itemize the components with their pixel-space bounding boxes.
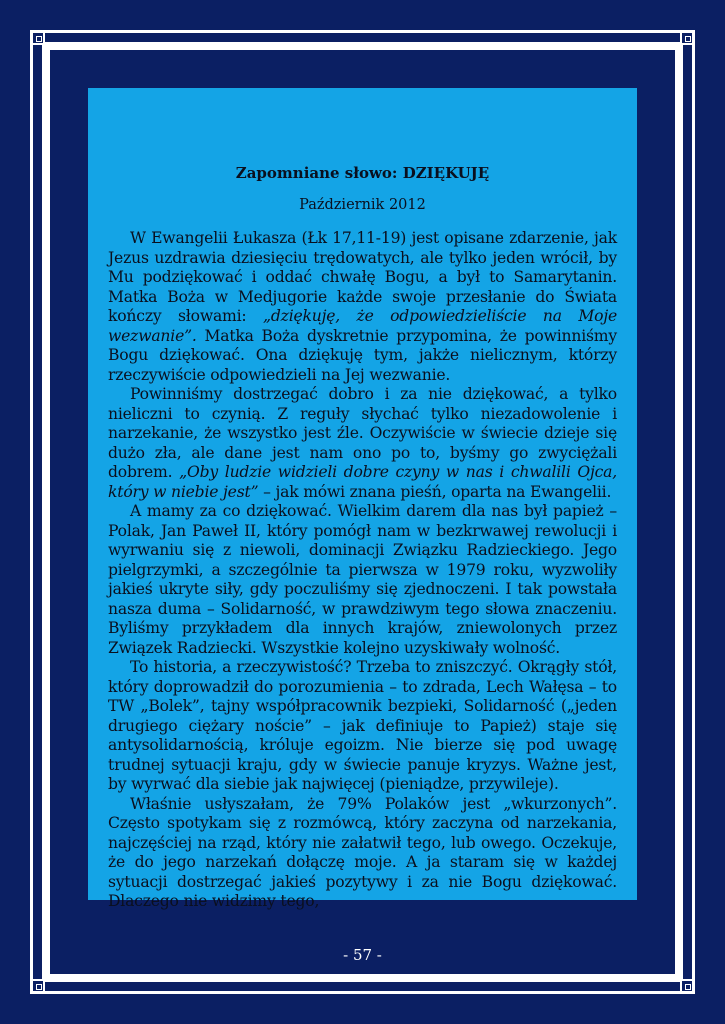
article-paragraph	[108, 658, 617, 795]
article-panel	[88, 88, 637, 910]
article-paragraph	[108, 795, 617, 912]
article-title: Zapomniane słowo: DZIĘKUJĘ	[235, 164, 490, 182]
text-run: Właśnie usłyszałam, że 79% Polaków jest „wkurzonych”. Często spotykam się z rozmówcą, który zaczyna od narzekania, najczęściej na rząd, który nie załatwił tego, lub owego. Oczekuje, że do jego narzekań dołączę moje. A ja staram się w każdej sytuacji dostrzegać jakieś pozytywy i za nie Bogu dziękować. Dlaczego nie widzimy tego,	[108, 794, 617, 910]
italic-quote: „Oby ludzie widzieli dobre czyny w nas i chwalili Ojca, który w niebie jest”	[108, 463, 618, 501]
text-run: Matka Boża dyskretnie przypomina, że powinniśmy Bogu dziękować. Ona dziękuję tym, jakże nielicznym, którzy rzeczywiście odpowiedzieli na Jej wezwanie.	[108, 326, 617, 384]
page-number: - 57 -	[343, 946, 382, 964]
text-run: W Ewangelii Łukasza (Łk 17,11-19) jest opisane zdarzenie, jak Jezus uzdrawia dziesięciu trędowatych, ale tylko jeden wrócił, by Mu podziękować i oddać chwałę Bogu, a był to Samarytanin. Matka Boża w Medjugorie każde swoje przesłanie do Świata kończy słowami:	[108, 229, 617, 325]
text-run: A mamy za co dziękować. Wielkim darem dla nas był papież – Polak, Jan Paweł II, który pomógł nam w bezkrwawej rewolucji i wyrwaniu się z niewoli, dominacji Związku Radzieckiego. Jego pielgrzymki, a szczególnie ta pierwsza w 1979 roku, wyzwoliły jakieś ukryte siły, gdy poczuliśmy się zjednoczeni. I tak powstała nasza duma – Solidarność, w prawdziwym tego słowa znaczeniu. Byliśmy przykładem dla innych krajów, zniewolonych przez Związek Radziecki. Wszystkie kolejno uzyskiwały wolność.	[108, 502, 617, 657]
italic-quote: „dziękuję, że odpowiedzieliście na Moje wezwanie”.	[108, 307, 617, 345]
text-run: To historia, a rzeczywistość? Trzeba to zniszczyć. Okrągły stół, który doprowadził do porozumienia – to zdrada, Lech Wałęsa – to TW „Bolek”, tajny współpracownik bezpieki, Solidarność („jeden drugiego ciężary noście” – jak definiuje to Papież) staje się antysolidarnością, króluje egoizm. Nie bierze się pod uwagę trudnej sytuacji kraju, gdy w świecie panuje kryzys. Ważne jest, by wyrwać dla siebie jak najwięcej (pieniądze, przywileje).	[108, 658, 617, 793]
article-paragraph	[108, 502, 617, 658]
article-body	[108, 229, 617, 912]
corner-ornament-icon	[680, 31, 694, 45]
article-paragraph	[108, 229, 617, 385]
corner-ornament-icon	[31, 31, 45, 45]
article-paragraph	[108, 385, 617, 502]
article-date: Październik 2012	[299, 197, 426, 213]
corner-ornament-icon	[680, 979, 694, 993]
corner-ornament-icon	[31, 979, 45, 993]
text-run: – jak mówi znana pieśń, oparta na Ewangelii.	[258, 482, 612, 501]
text-run: Powinniśmy dostrzegać dobro i za nie dziękować, a tylko nieliczni to czynią. Z reguły słychać tylko niezadowolenie i narzekanie, że wszystko jest źle. Oczywiście w świecie dzieje się dużo zła, ale dane jest nam ono po to, byśmy go zwyciężali dobrem.	[108, 385, 617, 481]
